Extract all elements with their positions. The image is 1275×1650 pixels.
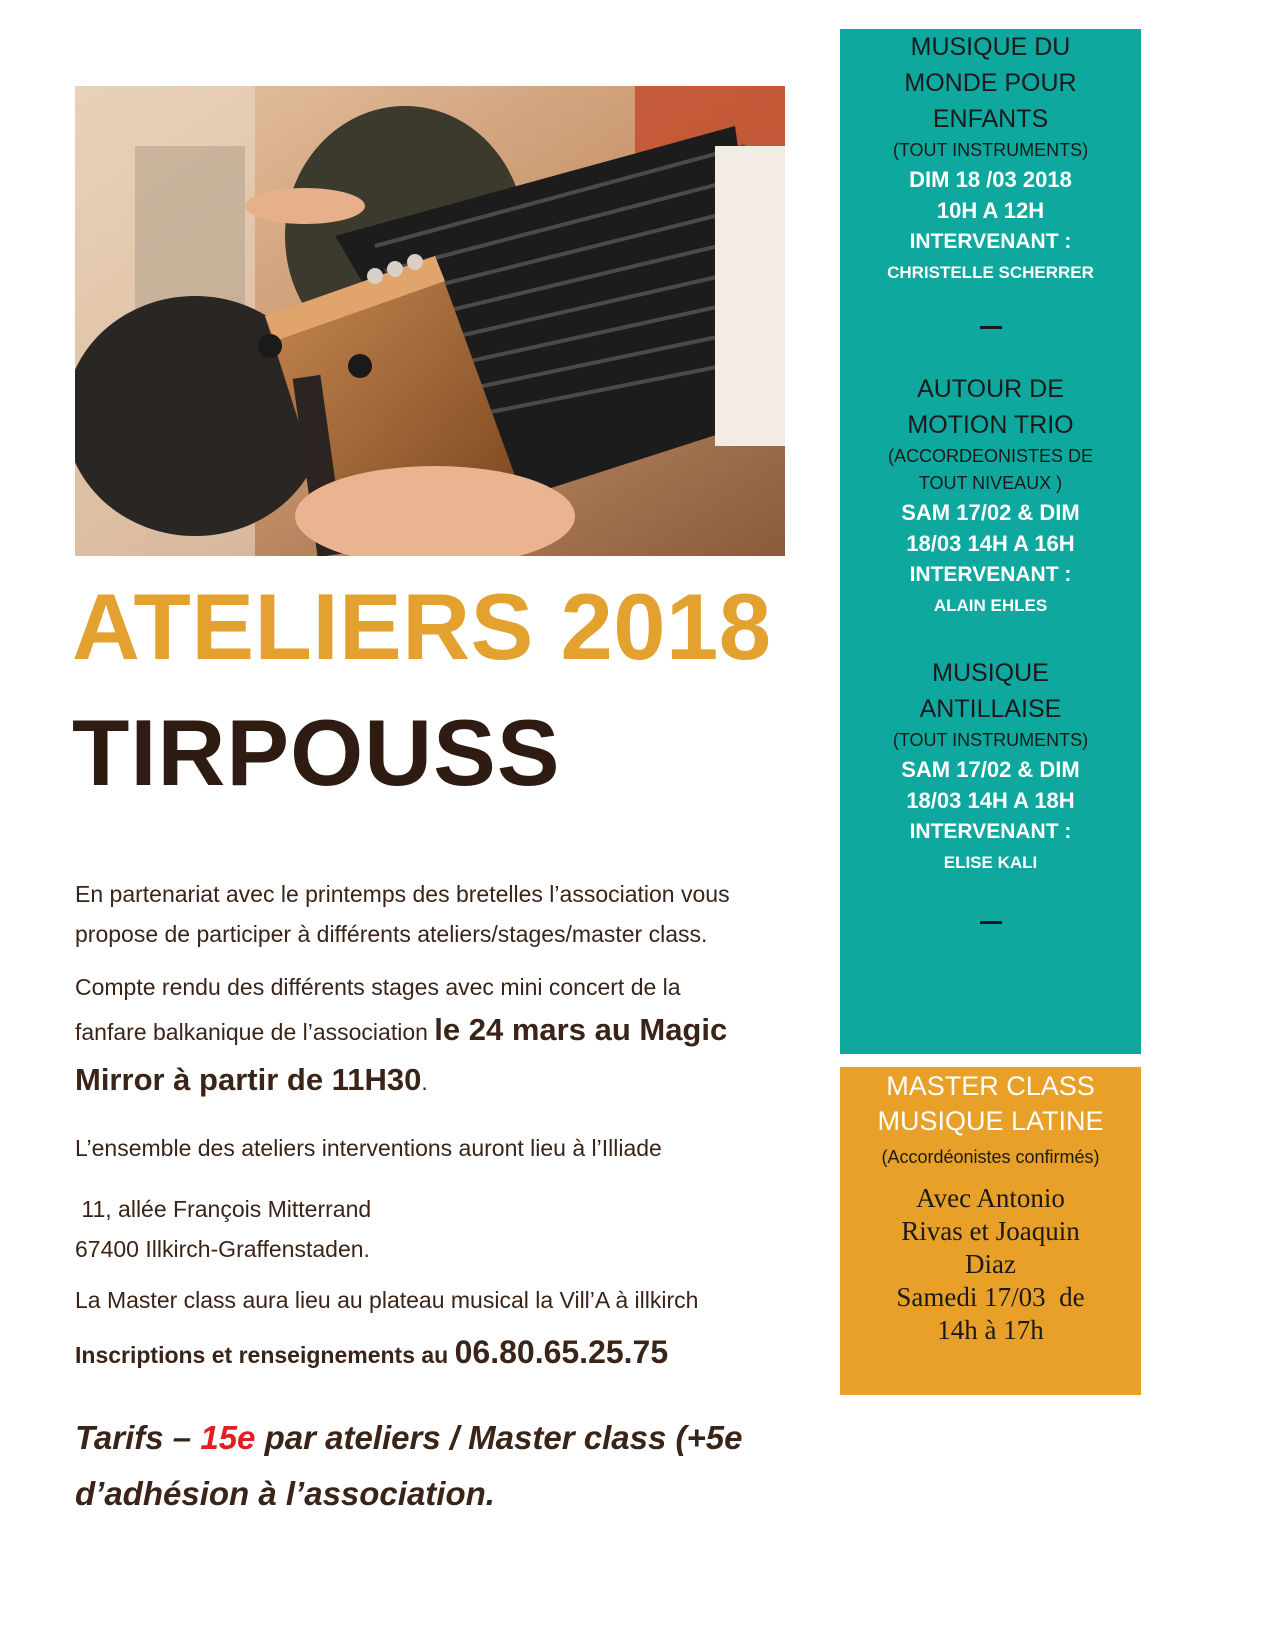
workshop-title: MONDE POUR: [904, 69, 1077, 97]
master-class-content: [840, 1069, 1141, 1347]
separator-dash: [980, 326, 1002, 329]
workshop-audience: TOUT NIVEAUX ): [918, 473, 1063, 493]
workshop-title: MUSIQUE: [932, 659, 1049, 687]
workshop-time: 18/03 14H A 18H: [906, 788, 1075, 813]
workshop-audience: (TOUT INSTRUMENTS): [892, 730, 1089, 750]
report-line: fanfare balkanique de l’association: [75, 1019, 435, 1045]
event-date-highlight: le 24 mars au Magic: [434, 1012, 728, 1047]
workshop-motion-trio: [840, 371, 1141, 621]
master-class-line: 14h à 17h: [937, 1315, 1044, 1345]
master-class-title: MUSIQUE LATINE: [877, 1106, 1104, 1136]
master-class-line: Diaz: [965, 1249, 1016, 1279]
intro-line: propose de participer à différents ateliers/stages/master class.: [75, 921, 708, 947]
address-line: 11, allée François Mitterrand: [75, 1196, 372, 1222]
workshop-date: DIM 18 /03 2018: [909, 167, 1072, 192]
accordion-photo: [75, 86, 785, 556]
address-line: 67400 Illkirch-Graffenstaden.: [75, 1236, 370, 1262]
inscriptions: [75, 1334, 795, 1371]
tarifs-detail: par ateliers / Master class (+5e: [255, 1419, 743, 1456]
event-place-highlight: Mirror à partir de 11H30: [75, 1062, 422, 1097]
workshop-audience: (TOUT INSTRUMENTS): [892, 140, 1089, 160]
master-class-title: MASTER CLASS: [886, 1071, 1095, 1101]
tarifs-label: Tarifs –: [75, 1419, 201, 1456]
master-class-line: Rivas et Joaquin: [901, 1216, 1080, 1246]
master-class-line: Samedi 17/03 de: [896, 1282, 1085, 1312]
master-class-details: [840, 1182, 1141, 1347]
workshop-antillaise: [840, 655, 1141, 878]
master-class-box: [840, 1067, 1141, 1395]
intro-line: En partenariat avec le printemps des bretelles l’association vous: [75, 881, 730, 907]
report-line: Compte rendu des différents stages avec mini concert de la: [75, 974, 681, 1000]
workshop-time: 18/03 14H A 16H: [906, 531, 1075, 556]
separator-dash: [980, 921, 1002, 924]
workshop-title: MUSIQUE DU: [910, 33, 1071, 61]
master-class-line: Avec Antonio: [916, 1183, 1065, 1213]
master-class-place: La Master class aura lieu au plateau musical la Vill’A à illkirch: [75, 1287, 699, 1313]
price: 15e: [200, 1419, 256, 1456]
workshop-title: AUTOUR DE: [917, 375, 1064, 403]
page-title-year: ATELIERS 2018: [72, 574, 772, 679]
report-end: .: [421, 1069, 428, 1095]
report-paragraph: [75, 970, 795, 1104]
inscriptions-label: Inscriptions et renseignements au: [75, 1342, 455, 1368]
intervenant-label: INTERVENANT :: [909, 230, 1072, 253]
phone-number: 06.80.65.25.75: [454, 1334, 669, 1370]
workshop-audience: (ACCORDEONISTES DE: [887, 446, 1094, 466]
intervenant-name: ELISE KALI: [943, 853, 1038, 872]
venue-text: L’ensemble des ateliers interventions auront lieu à l’Illiade: [75, 1135, 662, 1161]
master-class-audience: (Accordéonistes confirmés): [881, 1147, 1100, 1167]
tarifs-detail: d’adhésion à l’association.: [75, 1475, 495, 1512]
workshop-title: ENFANTS: [932, 105, 1049, 133]
intervenant-label: INTERVENANT :: [909, 820, 1072, 843]
workshop-title: MOTION TRIO: [907, 411, 1074, 439]
tarifs: [75, 1410, 795, 1522]
intervenant-label: INTERVENANT :: [909, 563, 1072, 586]
intervenant-name: ALAIN EHLES: [933, 596, 1048, 615]
workshop-date: SAM 17/02 & DIM: [901, 500, 1080, 525]
workshops-sidebar: [840, 29, 1141, 1054]
page-title-name: TIRPOUSS: [72, 700, 561, 805]
intervenant-name: CHRISTELLE SCHERRER: [887, 263, 1094, 282]
workshop-date: SAM 17/02 & DIM: [901, 757, 1080, 782]
workshop-world-music: [840, 29, 1141, 288]
workshop-title: ANTILLAISE: [919, 695, 1062, 723]
address: [75, 1189, 795, 1269]
intro-paragraph: [75, 874, 795, 954]
workshop-time: 10H A 12H: [936, 198, 1045, 223]
